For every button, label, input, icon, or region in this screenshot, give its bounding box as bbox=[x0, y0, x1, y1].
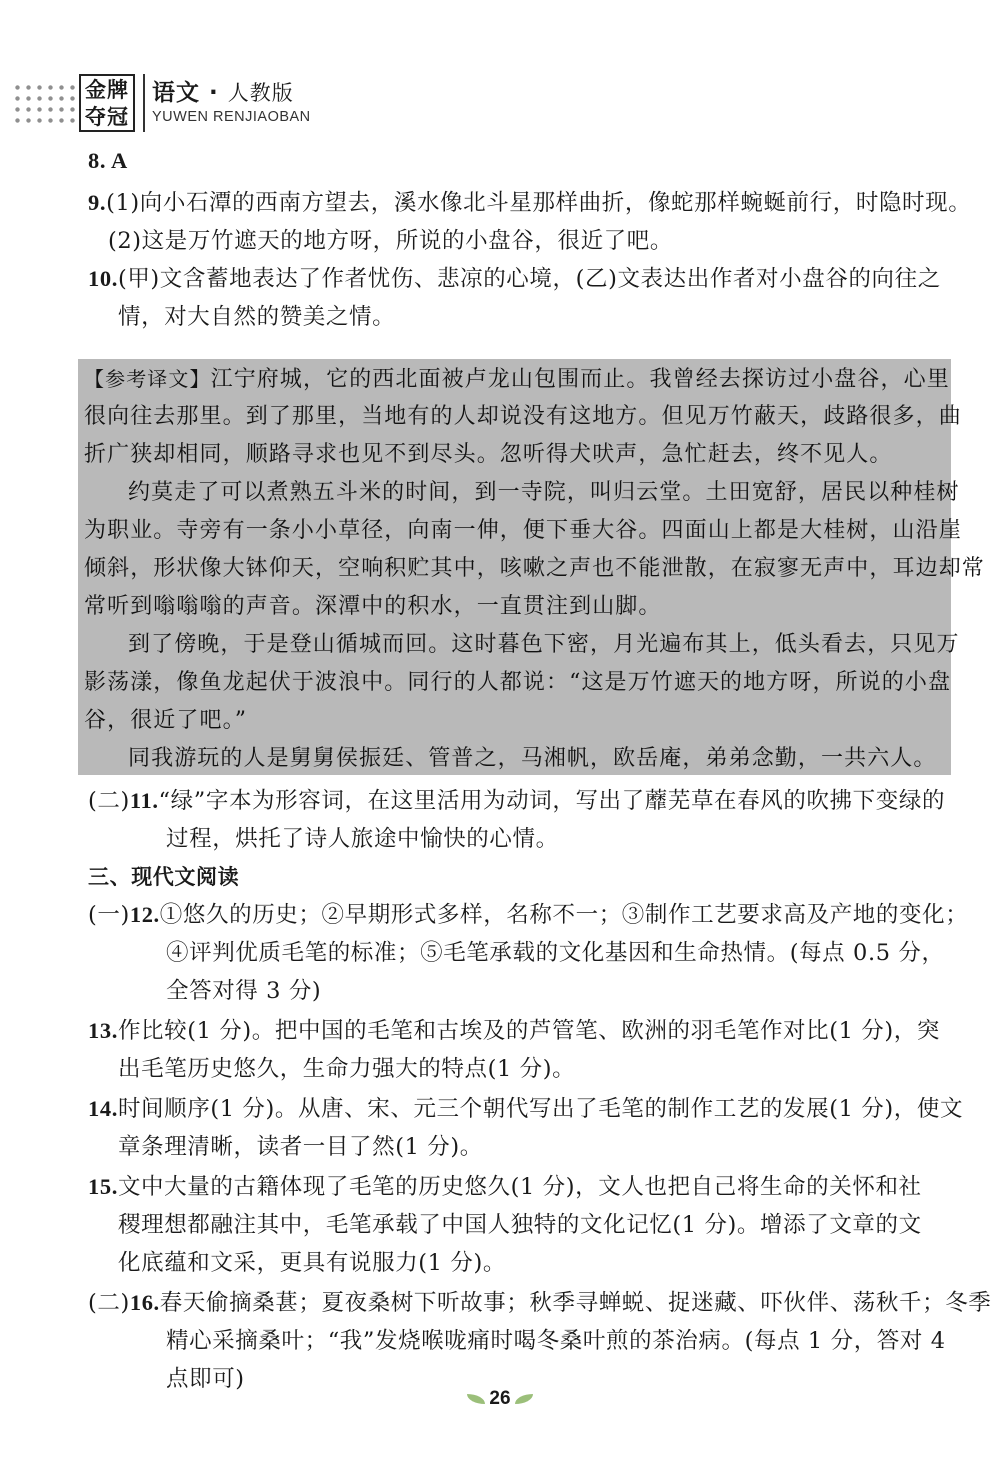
answer-12-line-1 bbox=[88, 900, 968, 930]
answer-9-line-1 bbox=[88, 188, 971, 218]
logo-line-2: 夺冠 bbox=[85, 105, 129, 129]
header-divider bbox=[143, 74, 145, 132]
subject-pinyin: YUWEN RENJIAOBAN bbox=[152, 109, 311, 125]
answer-text: 文中大量的古籍体现了毛笔的历史悠久(1 分)，文人也把自己将生命的关怀和社 bbox=[117, 1174, 922, 1200]
answer-15-line-3: 化底蕴和文采，更具有说服力(1 分)。 bbox=[118, 1250, 506, 1276]
translation-line-3: 折广狭却相同，顺路寻求也见不到尽头。忽听得犬吠声，急忙赶去，终不见人。 bbox=[84, 442, 893, 467]
answer-13-line-2: 出毛笔历史悠久，生命力强大的特点(1 分)。 bbox=[118, 1056, 576, 1082]
translation-line-8: 到了傍晚，于是登山循城而回。这时暮色下密，月光遍布其上，低头看去，只见万 bbox=[128, 632, 960, 657]
translation-line-10: 谷，很近了吧。” bbox=[84, 708, 248, 733]
translation-line-6: 倾斜，形状像大钵仰天，空响积贮其中，咳嗽之声也不能泄散，在寂寥无声中，耳边却常 bbox=[84, 556, 985, 581]
translation-tag: 【参考译文】 bbox=[84, 367, 211, 391]
answer-14-line-2: 章条理清晰，读者一目了然(1 分)。 bbox=[118, 1134, 483, 1160]
part-label: (二) bbox=[88, 788, 130, 814]
answer-15-line-2: 稷理想都融注其中，毛笔承载了中国人独特的文化记忆(1 分)。增添了文章的文 bbox=[118, 1212, 922, 1238]
question-number: 8. bbox=[88, 148, 107, 173]
answer-text: (甲)文含蓄地表达了作者忧伤、悲凉的心境，(乙)文表达出作者对小盘谷的向往之 bbox=[117, 266, 941, 292]
answer-text: 作比较(1 分)。把中国的毛笔和古埃及的芦管笔、欧洲的羽毛笔作对比(1 分)，突 bbox=[117, 1018, 940, 1044]
leaf-left-icon bbox=[467, 1394, 485, 1404]
answer-text: “绿”字本为形容词，在这里活用为动词，写出了蘼芜草在春风的吹拂下变绿的 bbox=[158, 788, 946, 814]
question-number: 12. bbox=[129, 902, 160, 927]
answer-9-line-2: (2)这是万竹遮天的地方呀，所说的小盘谷，很近了吧。 bbox=[108, 228, 673, 254]
translation-line-2: 很向往去那里。到了那里，当地有的人却说没有这地方。但见万竹蔽天，歧路很多，曲 bbox=[84, 404, 962, 429]
answer-12-line-3: 全答对得 3 分) bbox=[166, 978, 322, 1004]
answer-10-line-2: 情，对大自然的赞美之情。 bbox=[118, 304, 396, 330]
translation-line-7: 常听到嗡嗡嗡的声音。深潭中的积水，一直贯注到山脚。 bbox=[84, 594, 662, 619]
answer-11-line-1 bbox=[88, 786, 945, 816]
translation-line-11: 同我游玩的人是舅舅侯振廷、管普之，马湘帆，欧岳庵，弟弟念勤，一共六人。 bbox=[128, 746, 937, 771]
translation-line-5: 为职业。寺旁有一条小小草径，向南一伸，便下垂大谷。四面山上都是大桂树，山沿崖 bbox=[84, 518, 962, 543]
answer-14-line-1 bbox=[88, 1094, 963, 1124]
answer-text: (1)向小石潭的西南方望去，溪水像北斗星那样曲折，像蛇那样蜿蜒前行，时隐时现。 bbox=[106, 190, 972, 216]
part-label: (一) bbox=[88, 902, 130, 928]
question-number: 14. bbox=[88, 1096, 118, 1121]
answer-8 bbox=[88, 146, 128, 176]
subject-title bbox=[152, 74, 294, 107]
answer-16-line-3: 点即可) bbox=[166, 1366, 245, 1392]
answer-12-line-2: ④评判优质毛笔的标准；⑤毛笔承载的文化基因和生命热情。(每点 0.5 分， bbox=[166, 940, 945, 966]
answer-16-line-2: 精心采摘桑叶；“我”发烧喉咙痛时喝冬桑叶煎的茶治病。(每点 1 分，答对 4 bbox=[166, 1328, 946, 1354]
question-number: 16. bbox=[129, 1290, 160, 1315]
page-header bbox=[0, 62, 1000, 142]
answer-text: ①悠久的历史；②早期形式多样，名称不一；③制作工艺要求高及产地的变化； bbox=[159, 902, 969, 928]
subject-edition: 人教版 bbox=[227, 81, 294, 105]
subject-separator: · bbox=[209, 80, 219, 106]
translation-line-9: 影荡漾，像鱼龙起伏于波浪中。同行的人都说：“这是万竹遮天的地方呀，所说的小盘 bbox=[84, 670, 952, 695]
section-heading: 三、现代文阅读 bbox=[88, 865, 240, 889]
part-label: (二) bbox=[88, 1290, 130, 1316]
logo-line-1: 金牌 bbox=[85, 78, 129, 102]
leaf-right-icon bbox=[515, 1394, 533, 1404]
answer-11-line-2: 过程，烘托了诗人旅途中愉快的心情。 bbox=[166, 826, 559, 852]
answer-text: A bbox=[106, 148, 128, 173]
series-logo bbox=[79, 74, 135, 132]
answer-16-line-1 bbox=[88, 1288, 991, 1318]
answer-10-line-1 bbox=[88, 264, 941, 294]
answer-13-line-1 bbox=[88, 1016, 940, 1046]
question-number: 15. bbox=[88, 1174, 118, 1199]
translation-line-1 bbox=[84, 364, 950, 395]
question-number: 11. bbox=[129, 788, 159, 813]
answer-text: 春天偷摘桑葚；夏夜桑树下听故事；秋季寻蝉蜕、捉迷藏、吓伙伴、荡秋千；冬季 bbox=[159, 1290, 992, 1316]
page-footer bbox=[460, 1388, 540, 1424]
question-number: 9. bbox=[88, 190, 107, 215]
subject-name: 语文 bbox=[152, 80, 200, 106]
translation-text: 江宁府城，它的西北面被卢龙山包围而止。我曾经去探访过小盘谷，心里 bbox=[210, 367, 950, 392]
translation-line-4: 约莫走了可以煮熟五斗米的时间，到一寺院，叫归云堂。土田宽舒，居民以种桂树 bbox=[128, 480, 960, 505]
question-number: 13. bbox=[88, 1018, 118, 1043]
dot-grid-decoration bbox=[12, 82, 78, 124]
question-number: 10. bbox=[88, 266, 118, 291]
answer-15-line-1 bbox=[88, 1172, 922, 1202]
answer-text: 时间顺序(1 分)。从唐、宋、元三个朝代写出了毛笔的制作工艺的发展(1 分)，使文 bbox=[117, 1096, 964, 1122]
page-number: 26 bbox=[489, 1388, 511, 1409]
